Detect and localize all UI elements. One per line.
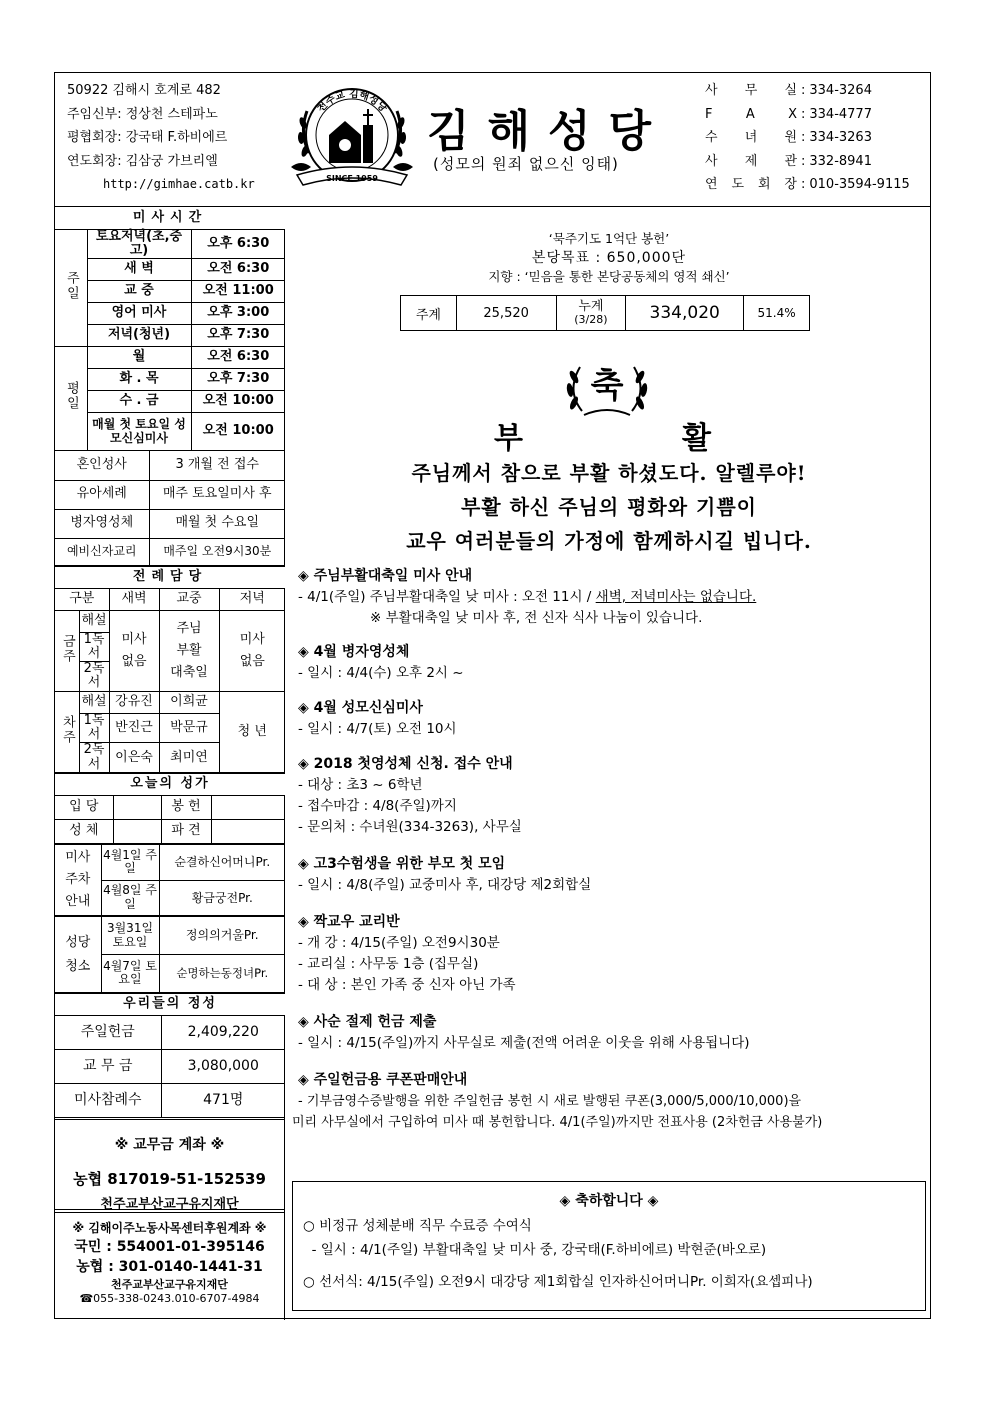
contact-value: 334-4777 — [809, 106, 872, 122]
offering-name: 교 무 금 — [55, 1049, 161, 1083]
hymn-label: 입 당 — [55, 795, 113, 819]
center-kb: 국민 : 554001-01-395146 — [74, 1239, 265, 1255]
pastor: 주임신부: 정상천 스테파노 — [67, 106, 218, 122]
easter-line1: 주님께서 참으로 부활 하셨도다. 알렐루야! — [411, 461, 807, 485]
contact-value: 334-3263 — [809, 130, 872, 145]
notice-title: ◈ 짝교우 교리반 — [298, 914, 400, 930]
this-week-evening: 미사 없음 — [219, 610, 285, 691]
sacrament-name: 병자영성체 — [55, 509, 149, 538]
contact-value: 332-8941 — [809, 153, 872, 169]
notice-coupon — [292, 1069, 926, 1133]
liturgy-col: 새벽 — [109, 588, 159, 610]
total-value: 334,020 — [626, 296, 744, 331]
cleaning-date: 3월31일 토요일 — [101, 916, 159, 954]
account-title: ※ 교무금 계좌 ※ — [114, 1137, 225, 1153]
week-value: 25,520 — [456, 296, 556, 331]
contact-row: 사 제 관 : 332-8941 — [705, 150, 910, 174]
hymn-label: 파 견 — [161, 819, 211, 843]
offering-name: 주일헌금 — [55, 1015, 161, 1049]
bulletin-page — [54, 72, 931, 1319]
notice-marian-mass — [298, 697, 926, 740]
council-head: 평협회장: 강국태 F.하비에르 — [67, 130, 228, 145]
hymn-value — [211, 819, 285, 843]
congrats-line: - 일시 : 4/1(주일) 부활대축일 낮 미사 중, 강국태(F.하비에르) 박현준(바오로) — [303, 1242, 767, 1258]
logo-since: SINCE 1959 — [326, 174, 378, 183]
rosary-target: 본당목표 : 650,000단 — [531, 250, 687, 266]
notice-line: - 교리실 : 사무동 1층 (집무실) — [298, 956, 479, 972]
role: 1독서 — [79, 632, 109, 662]
celebrate-badge: 축 — [590, 366, 624, 406]
left-column — [55, 207, 285, 1320]
notice-sick-communion — [298, 641, 926, 684]
mass-name: 수 . 금 — [87, 391, 191, 413]
notice-title: ◈ 주님부활대축일 미사 안내 — [298, 568, 473, 584]
mass-name: 매월 첫 토요일 성모신심미사 — [87, 413, 191, 451]
role: 2독서 — [79, 662, 109, 692]
center-holder: 천주교부산교구유지재단 — [111, 1278, 228, 1291]
mass-time: 오전 10:00 — [191, 391, 285, 413]
notice-line: - 일시 : 4/8(주일) 교중미사 후, 대강당 제2회합실 — [298, 877, 592, 893]
notice-catechism — [298, 911, 926, 996]
next-week-evening: 청 년 — [219, 691, 285, 772]
parish-title: 김해성당 — [427, 106, 670, 157]
sacrament-value: 3 개월 전 접수 — [149, 451, 285, 480]
this-week-main: 주님 부활 대축일 — [159, 610, 219, 691]
hymn-value — [113, 795, 161, 819]
liturgy-col: 구분 — [55, 588, 109, 610]
contact-row: 수 녀 원 : 334-3263 — [705, 126, 910, 150]
sacraments-table — [55, 451, 285, 566]
notice-first-communion — [298, 753, 926, 838]
mass-name: 월 — [87, 347, 191, 369]
role: 해설 — [79, 691, 109, 713]
mass-times-table — [55, 207, 285, 451]
mass-time: 오전 6:30 — [191, 347, 285, 369]
congrats-line: ○ 선서식: 4/15(주일) 오전9시 대강당 제1회합실 인자하신어머니Pr. 이희자(요셉피나) — [303, 1274, 813, 1290]
contact-label: 사 무 실 — [705, 83, 797, 98]
notice-title: ◈ 2018 첫영성체 신청. 접수 안내 — [298, 756, 513, 772]
percent-value: 51.4% — [744, 296, 810, 331]
logo-text: 천주교 김해성당 — [315, 88, 389, 115]
weekday-label: 평일 — [55, 347, 87, 451]
mass-name: 토요저녁(초,중고) — [87, 229, 191, 259]
next-week-label: 차주 — [55, 691, 79, 772]
hymns-title: 오늘의 성가 — [55, 773, 285, 795]
cleaning-group: 정의의거울Pr. — [159, 916, 285, 954]
notice-line: - 일시 : 4/4(수) 오후 2시 ~ — [298, 665, 464, 681]
easter-line3: 교우 여러분들의 가정에 함께하시길 빕니다. — [406, 529, 812, 553]
next-week-main: 박문규 — [159, 713, 219, 743]
bulletin-header — [55, 73, 930, 207]
notice-line: - 대상 : 초3 ~ 6학년 — [298, 777, 423, 793]
congrats-title: ◈ 축하합니다 ◈ — [559, 1193, 659, 1209]
parish-info — [67, 79, 255, 197]
mass-time: 오후 6:30 — [191, 229, 285, 259]
mass-time: 오전 10:00 — [191, 413, 285, 451]
week-label: 주계 — [401, 296, 457, 331]
offerings-table — [55, 993, 285, 1118]
parking-date: 4월8일 주일 — [101, 880, 159, 916]
notice-line: - 개 강 : 4/15(주일) 오전9시30분 — [298, 935, 500, 951]
contact-label: 수 녀 원 — [705, 130, 797, 145]
account-holder: 천주교부산교구유지재단 — [100, 1197, 239, 1212]
easter-line2: 부활 하신 주님의 평화와 기쁨이 — [460, 495, 757, 519]
contact-value: 010-3594-9115 — [809, 177, 910, 192]
total-label: 누계 (3/28) — [556, 296, 626, 331]
rosary-count-table — [400, 295, 810, 331]
notice-title: ◈ 4월 성모신심미사 — [298, 700, 423, 716]
mass-time: 오전 11:00 — [191, 281, 285, 303]
role: 2독서 — [79, 743, 109, 773]
account-box — [55, 1119, 284, 1212]
parking-group: 황금궁전Pr. — [159, 880, 285, 916]
notice-line: - 일시 : 4/7(토) 오전 10시 — [298, 721, 457, 737]
this-week-dawn: 미사 없음 — [109, 610, 159, 691]
contact-row: 연 도 회 장 : 010-3594-9115 — [705, 173, 910, 197]
next-week-dawn: 이은숙 — [109, 743, 159, 773]
parish-subtitle: (성모의 원죄 없으신 잉태) — [433, 155, 619, 173]
notice-line: - 대 상 : 본인 가족 중 신자 아닌 가족 — [298, 977, 516, 993]
church-logo-icon — [289, 83, 415, 199]
mass-time: 오후 3:00 — [191, 303, 285, 325]
mass-name: 영어 미사 — [87, 303, 191, 325]
contact-label: F A X — [705, 106, 797, 122]
notice-title: ◈ 고3수험생을 위한 부모 첫 모임 — [298, 856, 506, 872]
this-week-label: 금주 — [55, 610, 79, 691]
notice-line: 미리 사무실에서 구입하여 미사 때 봉헌합니다. 4/1(주일)까지만 전표사용 (2차헌금 사용불가) — [292, 1115, 823, 1130]
hymn-value — [211, 795, 285, 819]
contact-list — [705, 79, 910, 197]
contact-value: 334-3264 — [809, 83, 872, 98]
offering-value: 3,080,000 — [161, 1049, 285, 1083]
notice-line: - 접수마감 : 4/8(주일)까지 — [298, 798, 457, 814]
youth-head: 연도회장: 김삼궁 가브리엘 — [67, 153, 218, 169]
role: 해설 — [79, 610, 109, 632]
contact-label: 연 도 회 장 — [705, 177, 797, 192]
parking-date: 4월1일 주일 — [101, 844, 159, 880]
sacrament-name: 유아세례 — [55, 480, 149, 509]
hymn-label: 성 체 — [55, 819, 113, 843]
mass-name: 저녁(청년) — [87, 325, 191, 347]
sacrament-value: 매주일 오전9시30분 — [149, 538, 285, 565]
mass-time: 오후 7:30 — [191, 369, 285, 391]
center-title: ※ 김해이주노동사목센터후원계좌 ※ — [72, 1221, 267, 1235]
sacrament-value: 매월 첫 수요일 — [149, 509, 285, 538]
congrats-line: ○ 비정규 성체분배 직무 수료증 수여식 — [303, 1218, 532, 1234]
address: 50922 김해시 호계로 482 — [67, 83, 221, 98]
liturgy-col: 저녁 — [219, 588, 285, 610]
rosary-aim: 지향 : ‘믿음을 통한 본당공동체의 영적 쇄신’ — [488, 269, 730, 284]
rosary-title: ‘묵주기도 1억단 봉헌’ — [548, 231, 670, 246]
cleaning-date: 4월7일 토요일 — [101, 954, 159, 992]
sacrament-value: 매주 토요일미사 후 — [149, 480, 285, 509]
cleaning-group: 순명하는동정녀Pr. — [159, 954, 285, 992]
notice-line: ※ 부활대축일 낮 미사 후, 전 신자 식사 나눔이 있습니다. — [370, 610, 703, 626]
next-week-dawn: 강유진 — [109, 691, 159, 713]
sunday-label: 주일 — [55, 229, 87, 347]
notice-title: ◈ 주일헌금용 쿠폰판매안내 — [298, 1072, 468, 1088]
notice-line: - 문의처 : 수녀원(334-3263), 사무실 — [298, 819, 522, 835]
next-week-main: 최미연 — [159, 743, 219, 773]
liturgy-col: 교중 — [159, 588, 219, 610]
role: 1독서 — [79, 713, 109, 743]
liturgy-table — [55, 566, 285, 773]
mass-times-title: 미사시간 — [55, 207, 285, 229]
notice-line: - 일시 : 4/15(주일)까지 사무실로 제출(전액 어려운 이웃을 위해 사용됩니다) — [298, 1035, 750, 1051]
offerings-title: 우리들의 정성 — [55, 993, 285, 1015]
sacrament-name: 혼인성사 — [55, 451, 149, 480]
next-week-main: 이희균 — [159, 691, 219, 713]
easter-word1: 부 — [494, 421, 523, 456]
contact-label: 사 제 관 — [705, 153, 797, 169]
notice-line: - 기부금영수증발행을 위한 주일헌금 봉헌 시 새로 발행된 쿠폰(3,000/5,000/10,000)을 — [298, 1094, 802, 1109]
offering-name: 미사참례수 — [55, 1083, 161, 1117]
notice-line: - 4/1(주일) 주님부활대축일 낮 미사 : 오전 11시 / 새벽, 저녁미사는 없습니다. — [298, 589, 757, 605]
offering-value: 2,409,220 — [161, 1015, 285, 1049]
center-nh: 농협 : 301-0140-1441-31 — [76, 1259, 263, 1275]
center-account-box — [55, 1209, 284, 1320]
parking-table — [55, 844, 285, 993]
mass-name: 화 . 목 — [87, 369, 191, 391]
center-phone: ☎055-338-0243.010-6707-4984 — [79, 1292, 260, 1305]
notice-easter-mass — [298, 565, 926, 629]
cleaning-label: 성당 청소 — [55, 916, 101, 992]
mass-time: 오후 7:30 — [191, 325, 285, 347]
congrats-box — [292, 1181, 926, 1311]
mass-name: 교 중 — [87, 281, 191, 303]
mass-time: 오전 6:30 — [191, 259, 285, 281]
contact-row: F A X : 334-4777 — [705, 103, 910, 127]
sacrament-name: 예비신자교리 — [55, 538, 149, 565]
liturgy-title: 전례담당 — [55, 566, 285, 588]
website-link[interactable]: http://gimhae.catb.kr — [103, 177, 255, 191]
notice-title: ◈ 사순 절제 헌금 제출 — [298, 1014, 437, 1030]
right-column — [286, 207, 932, 1320]
account-number: 농협 817019-51-152539 — [73, 1170, 266, 1188]
hymn-label: 봉 헌 — [161, 795, 211, 819]
mass-name: 새 벽 — [87, 259, 191, 281]
next-week-dawn: 반진근 — [109, 713, 159, 743]
parking-label: 미사 주차 안내 — [55, 844, 101, 916]
hymns-table — [55, 773, 285, 844]
notice-title: ◈ 4월 병자영성체 — [298, 644, 410, 660]
notice-lent-offering — [298, 1011, 926, 1054]
parking-group: 순결하신어머니Pr. — [159, 844, 285, 880]
hymn-value — [113, 819, 161, 843]
easter-word2: 활 — [682, 421, 711, 456]
notice-parents-meeting — [298, 853, 926, 896]
contact-row: 사 무 실 : 334-3264 — [705, 79, 910, 103]
offering-value: 471명 — [161, 1083, 285, 1117]
